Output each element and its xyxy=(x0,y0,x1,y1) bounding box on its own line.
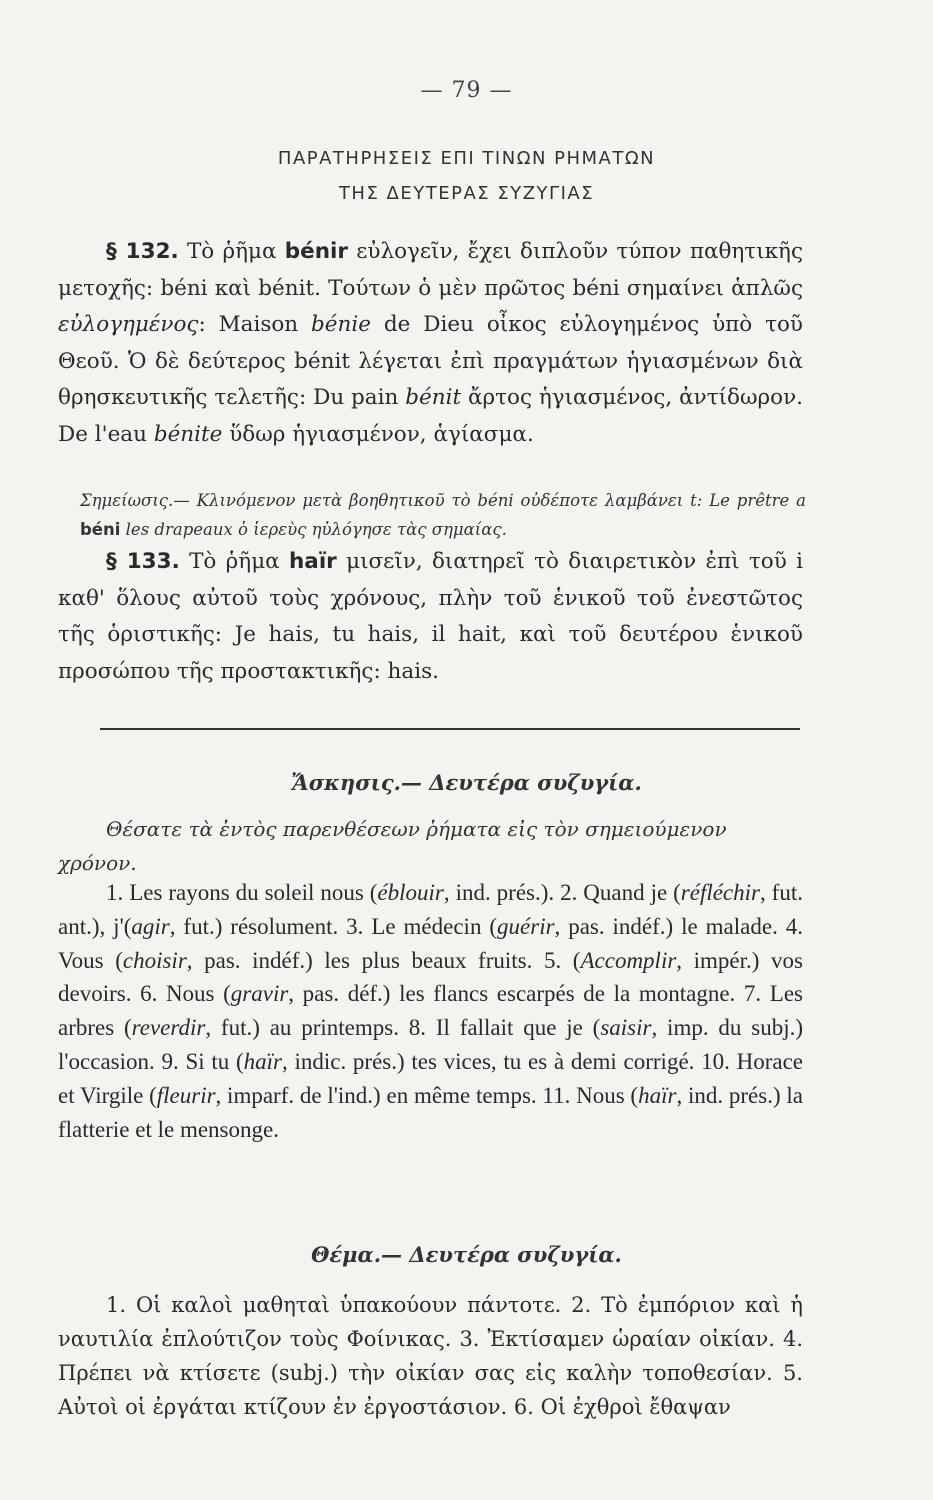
theme-title: Θέμα.— Δευτέρα συζυγία. xyxy=(311,1242,622,1267)
note-paragraph: Σημείωσις.— Κλινόμενον μετὰ βοηθητικοῦ τὸ béni οὐδέποτε λαμβάνει t: Le prêtre a béni les drapeaux ὁ ἱερεὺς ηὐλόγησε τὰς σημαίας. xyxy=(80,491,806,539)
theme-sentences: 1. Οἱ καλοὶ μαθηταὶ ὑπακούουν πάντοτε. 2. Τὸ ἐμπόριον καὶ ἡ ναυτιλία ἐπλούτιζον τοὺς Φοίνικας. 3. Ἐκτίσαμεν ὡραίαν οἰκίαν. 4. Πρέπει νὰ κτίσετε (subj.) τὴν οἰκίαν σας εἰς καλὴν τοποθεσίαν. 5. Αὐτοὶ οἱ ἐργάται κτίζουν ἐν ἐργοστάσιον. 6. Οἱ ἐχθροὶ ἔθαψαν xyxy=(58,1293,803,1419)
exercise-instruction: Θέσατε τὰ ἐντὸς παρενθέσεων ῥήματα εἰς τὸν σημειούμενον χρόνον. xyxy=(58,817,727,875)
note-label: Σημείωσις. xyxy=(80,491,174,510)
section-divider xyxy=(100,728,800,730)
section-133-verb: haïr xyxy=(289,549,337,574)
exercise-title: Ἄσκησις.— Δευτέρα συζυγία. xyxy=(291,770,642,795)
chapter-heading-line-2: ΤΗΣ ΔΕΥΤΕΡΑΣ ΣΥΖΥΓΙΑΣ xyxy=(338,183,595,204)
section-133-number: § 133. xyxy=(106,549,180,574)
exercise-sentences: 1. Les rayons du soleil nous (éblouir, ind. prés.). 2. Quand je (réfléchir, fut. ant.), j'(agir, fut.) résolument. 3. Le médecin (guérir, pas. indéf.) le malade. 4. Vous (choisir, pas. indéf.) les plus beaux fruits. 5. (Accomplir, impér.) vos devoirs. 6. Nous (gravir, pas. déf.) les flancs escarpés de la montagne. 7. Les arbres (reverdir, fut.) au printemps. 8. Il fallait que je (saisir, imp. du subj.) l'occasion. 9. Si tu (haïr, indic. prés.) tes vices, tu es à demi corrigé. 10. Horace et Virgile (fleurir, imparf. de l'ind.) en même temps. 11. Nous (haïr, ind. prés.) la flatterie et le mensonge. xyxy=(58,880,804,1142)
section-132-verb: bénir xyxy=(284,239,349,264)
section-133-paragraph: § 133. Τὸ ῥῆμα haïr μισεῖν, διατηρεῖ τὸ διαιρετικὸν ἐπὶ τοῦ i καθ' ὅλους αὐτοῦ τοὺς χρόνους, πλὴν τοῦ ἑνικοῦ τοῦ ἐνεστῶτος τῆς ὁριστικῆς: Je hais, tu hais, il hait, καὶ τοῦ δευτέρου ἑνικοῦ προσώπου τῆς προστακτικῆς: hais. xyxy=(58,549,803,684)
chapter-heading-line-1: ΠΑΡΑΤΗΡΗΣΕΙΣ ΕΠΙ ΤΙΝΩΝ ΡΗΜΑΤΩΝ xyxy=(277,148,656,169)
page-number: — 79 — xyxy=(420,78,513,103)
section-132-number: § 132. xyxy=(106,239,179,264)
section-132-paragraph: § 132. Τὸ ῥῆμα bénir εὐλογεῖν, ἔχει διπλοῦν τύπον παθητικῆς μετοχῆς: béni καὶ bénit. Τούτων ὁ μὲν πρῶτος béni σημαίνει ἁπλῶς εὐλογημένος: Maison bénie de Dieu οἶκος εὐλογημένος ὑπὸ τοῦ Θεοῦ. Ὁ δὲ δεύτερος bénit λέγεται ἐπὶ πραγμάτων ἡγιασμένων διὰ θρησκευτικῆς τελετῆς: Du pain bénit ἄρτος ἡγιασμένος, ἀντίδωρον. De l'eau bénite ὕδωρ ἡγιασμένον, ἁγίασμα. xyxy=(58,239,804,447)
